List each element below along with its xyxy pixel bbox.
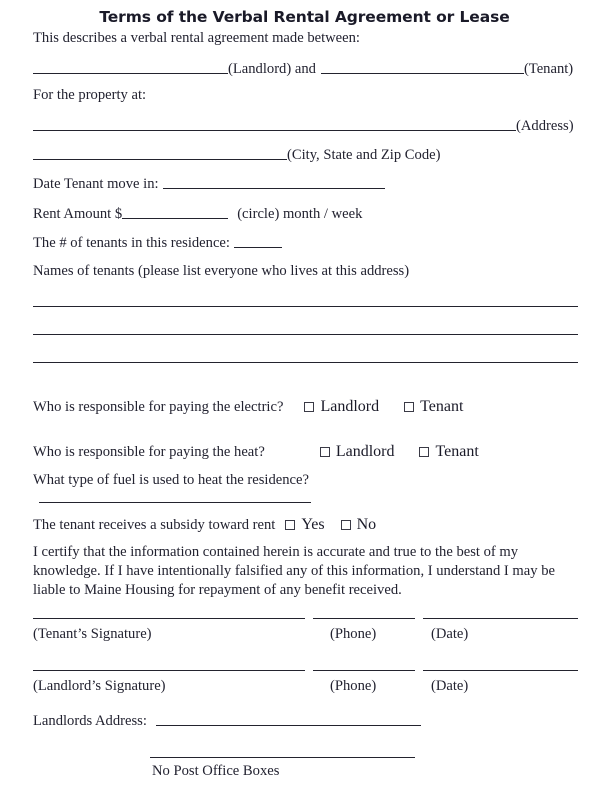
tenant-signature-blank[interactable] (33, 618, 305, 619)
move-in-row (33, 175, 578, 193)
checkbox-icon[interactable] (404, 402, 414, 412)
checkbox-icon[interactable] (341, 520, 351, 530)
checkbox-icon[interactable] (304, 402, 314, 412)
electric-question: Who is responsible for paying the electric? (33, 399, 284, 415)
heat-responsibility-row (33, 443, 578, 461)
subsidy-no-option[interactable] (341, 516, 377, 534)
subsidy-no-label: No (356, 516, 377, 533)
subsidy-yes-label: Yes (301, 516, 325, 533)
city-state-zip-blank[interactable] (33, 146, 287, 160)
no-po-boxes-note: No Post Office Boxes (152, 763, 280, 779)
electric-responsibility-row (33, 398, 578, 416)
checkbox-icon[interactable] (285, 520, 295, 530)
electric-tenant-label: Tenant (420, 398, 464, 415)
heat-tenant-option[interactable] (419, 443, 478, 461)
tenant-date-caption: (Date) (431, 626, 469, 642)
heat-question: Who is responsible for paying the heat? (33, 444, 265, 460)
certification-paragraph: I certify that the information contained herein is accurate and true to the best of my knowledge. If I have intentionally falsified any of this information, I understand I may be liable to Maine Housing for repayment of any benefit received. (33, 544, 555, 598)
tenant-signature-caption: (Tenant’s Signature) (33, 626, 152, 642)
subsidy-question: The tenant receives a subsidy toward rent (33, 517, 276, 533)
landlord-address-blank-1[interactable] (156, 712, 421, 726)
electric-landlord-option[interactable] (304, 398, 379, 416)
tenant-count-blank[interactable] (234, 234, 282, 248)
city-state-zip-caption: (City, State and Zip Code) (287, 147, 441, 163)
heat-landlord-option[interactable] (320, 443, 395, 461)
page-title: Terms of the Verbal Rental Agreement or Lease (99, 8, 510, 26)
tenant-caption: (Tenant) (523, 61, 574, 77)
tenant-date-blank[interactable] (423, 618, 578, 619)
rent-amount-row (33, 205, 578, 223)
electric-landlord-label: Landlord (320, 398, 380, 415)
fuel-question: What type of fuel is used to heat the residence? (33, 472, 309, 488)
heat-tenant-label: Tenant (435, 443, 479, 460)
tenant-phone-caption: (Phone) (330, 626, 377, 642)
move-in-date-blank[interactable] (163, 175, 385, 189)
checkbox-icon[interactable] (320, 447, 330, 457)
fuel-type-row (33, 471, 578, 507)
move-in-label: Date Tenant move in: (33, 176, 159, 192)
parties-fill-row (33, 60, 578, 78)
rent-amount-blank[interactable] (122, 205, 228, 219)
rent-amount-label: Rent Amount $ (33, 206, 123, 222)
property-heading: For the property at: (33, 87, 147, 103)
electric-tenant-option[interactable] (404, 398, 463, 416)
address-caption: (Address) (516, 118, 574, 134)
landlord-address-blank-2[interactable] (150, 757, 415, 758)
tenant-name-blank[interactable] (321, 60, 524, 74)
landlord-caption: (Landlord) and (228, 61, 316, 77)
landlord-signature-blank[interactable] (33, 670, 305, 671)
tenant-count-label: The # of tenants in this residence: (33, 235, 230, 251)
tenant-name-line-1[interactable] (33, 306, 578, 307)
landlord-phone-caption: (Phone) (330, 678, 377, 694)
landlord-address-row (33, 712, 578, 730)
intro-text: This describes a verbal rental agreement made between: (33, 30, 360, 46)
heat-landlord-label: Landlord (335, 443, 395, 460)
landlord-date-caption: (Date) (431, 678, 469, 694)
landlord-name-blank[interactable] (33, 60, 228, 74)
tenant-name-line-3[interactable] (33, 362, 578, 363)
names-heading: Names of tenants (please list everyone who lives at this address) (33, 263, 410, 279)
tenant-name-line-2[interactable] (33, 334, 578, 335)
rent-period-options[interactable]: (circle) month / week (237, 206, 363, 222)
subsidy-row (33, 516, 578, 534)
landlord-date-blank[interactable] (423, 670, 578, 671)
city-state-zip-fill-row (33, 146, 578, 164)
tenant-phone-blank[interactable] (313, 618, 415, 619)
address-blank[interactable] (33, 117, 516, 131)
checkbox-icon[interactable] (419, 447, 429, 457)
landlord-address-label: Landlords Address: (33, 713, 147, 729)
landlord-phone-blank[interactable] (313, 670, 415, 671)
tenant-count-row (33, 234, 578, 252)
fuel-type-blank[interactable] (39, 489, 311, 503)
subsidy-yes-option[interactable] (285, 516, 324, 534)
address-fill-row (33, 117, 578, 135)
landlord-signature-caption: (Landlord’s Signature) (33, 678, 166, 694)
